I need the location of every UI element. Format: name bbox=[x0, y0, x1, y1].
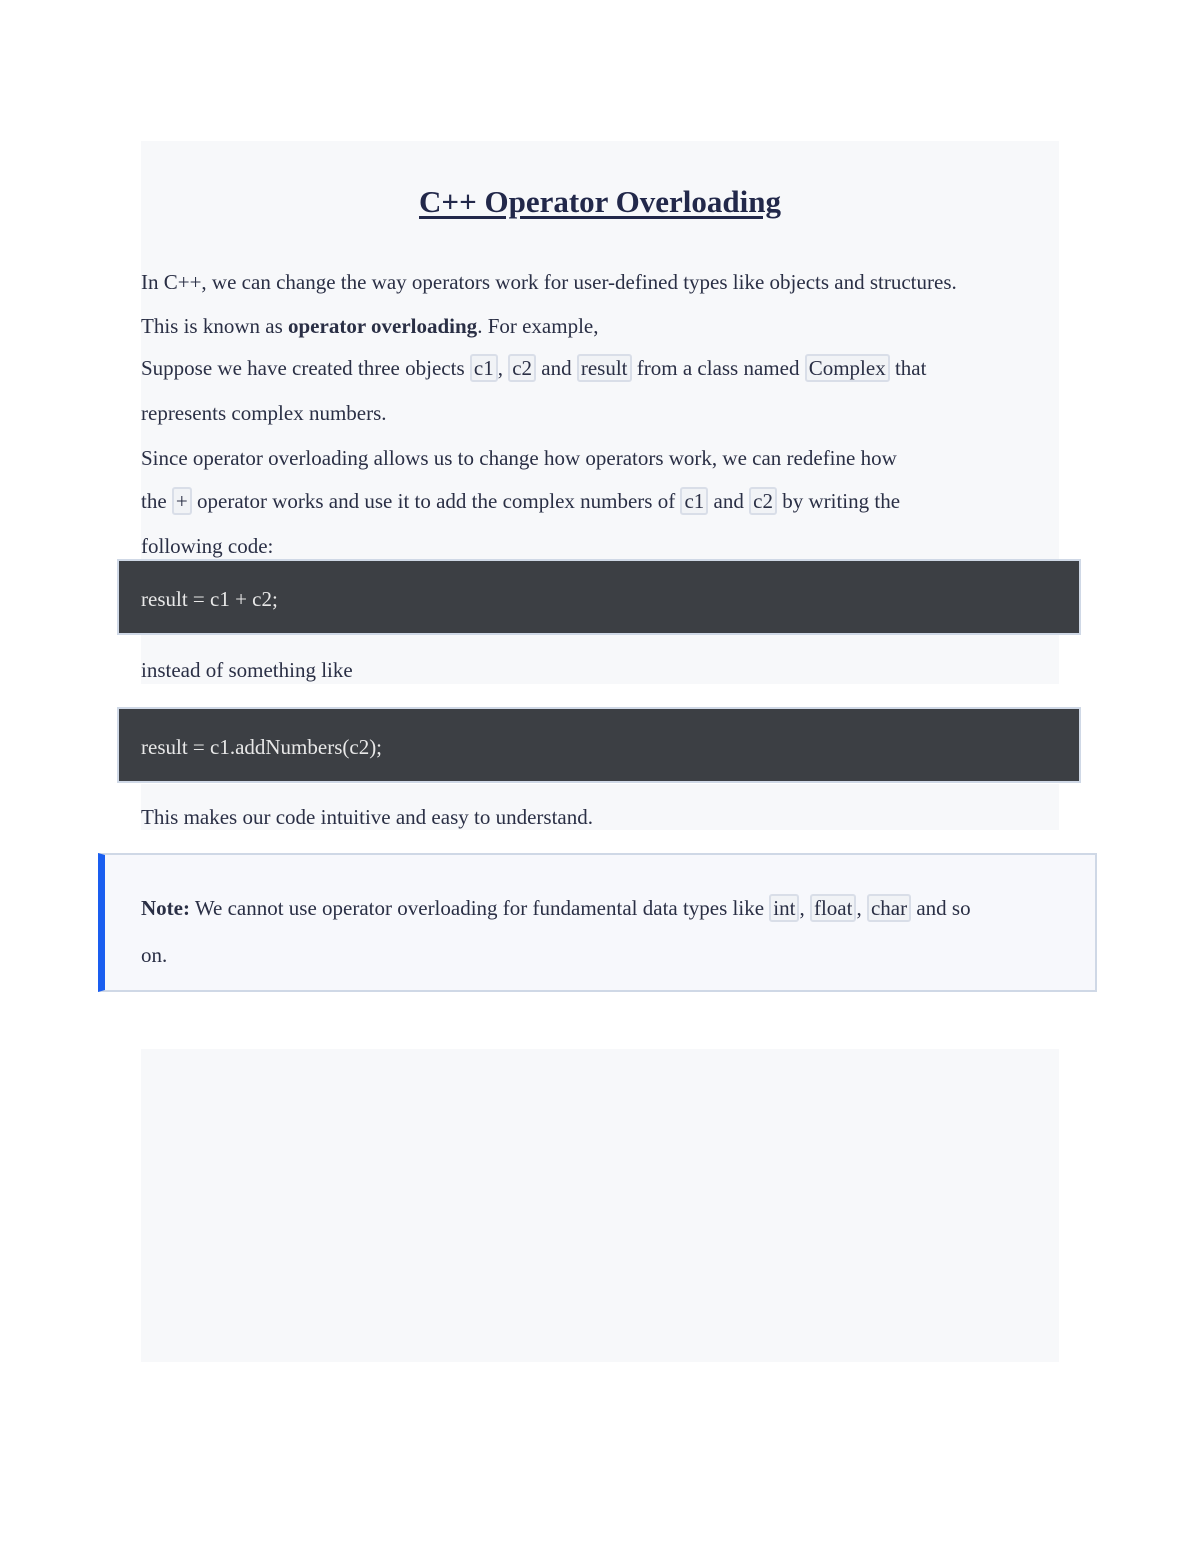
suppose-paragraph-line bbox=[141, 353, 926, 383]
paragraph-text: operator works and use it to add the complex numbers of bbox=[191, 489, 681, 513]
inline-code: c2 bbox=[508, 354, 536, 382]
term-operator-overloading: operator overloading bbox=[288, 314, 478, 338]
code-text: result = c1 + c2; bbox=[141, 587, 278, 611]
note-text: , bbox=[799, 896, 810, 920]
conclusion-paragraph bbox=[141, 802, 593, 832]
paragraph-text: by writing the bbox=[776, 489, 901, 513]
paragraph-text: Since operator overloading allows us to change how operators work, we can redefine how bbox=[141, 446, 897, 470]
paragraph-text: following code: bbox=[141, 534, 274, 558]
inline-code: + bbox=[172, 487, 192, 515]
paragraph-text: from a class named bbox=[631, 356, 805, 380]
suppose-paragraph-line bbox=[141, 398, 387, 428]
intro-text: In C++, we can change the way operators work for user-defined types like objects and structures. bbox=[141, 270, 957, 294]
paragraph-text: , bbox=[497, 356, 509, 380]
inline-code: result bbox=[577, 354, 632, 382]
note-line bbox=[141, 893, 971, 923]
since-paragraph-line bbox=[141, 443, 897, 473]
paragraph-text: Suppose we have created three objects bbox=[141, 356, 470, 380]
inline-code: c2 bbox=[749, 487, 777, 515]
note-line bbox=[141, 940, 167, 970]
code-block bbox=[117, 707, 1081, 783]
note-text: on. bbox=[141, 943, 168, 967]
paragraph-text: and bbox=[708, 489, 750, 513]
inline-code: c1 bbox=[470, 354, 498, 382]
inline-code: char bbox=[867, 894, 911, 922]
paragraph-text: represents complex numbers. bbox=[141, 401, 387, 425]
intro-text: This is known as bbox=[141, 314, 288, 338]
paragraph-text: and bbox=[536, 356, 577, 380]
inline-code: Complex bbox=[805, 354, 890, 382]
inline-code: float bbox=[810, 894, 856, 922]
since-paragraph-line bbox=[141, 531, 273, 561]
intro-text: . For example, bbox=[477, 314, 599, 338]
paragraph-text: that bbox=[889, 356, 927, 380]
paragraph-text: instead of something like bbox=[141, 658, 353, 682]
code-text: result = c1.addNumbers(c2); bbox=[141, 735, 383, 759]
note-text: , bbox=[856, 896, 867, 920]
empty-panel bbox=[141, 1049, 1059, 1362]
instead-paragraph bbox=[141, 655, 353, 685]
paragraph-text: This makes our code intuitive and easy to understand. bbox=[141, 805, 593, 829]
since-paragraph-line bbox=[141, 486, 900, 516]
intro-paragraph-line bbox=[141, 267, 957, 297]
inline-code: int bbox=[769, 894, 799, 922]
intro-paragraph-line bbox=[141, 311, 599, 341]
note-text: and so bbox=[911, 896, 971, 920]
note-text: We cannot use operator overloading for fundamental data types like bbox=[189, 896, 770, 920]
inline-code: c1 bbox=[680, 487, 708, 515]
page-title: C++ Operator Overloading bbox=[419, 184, 781, 219]
code-block bbox=[117, 559, 1081, 635]
paragraph-text: the bbox=[141, 489, 172, 513]
note-label: Note: bbox=[141, 896, 190, 920]
note-callout bbox=[98, 853, 1097, 992]
